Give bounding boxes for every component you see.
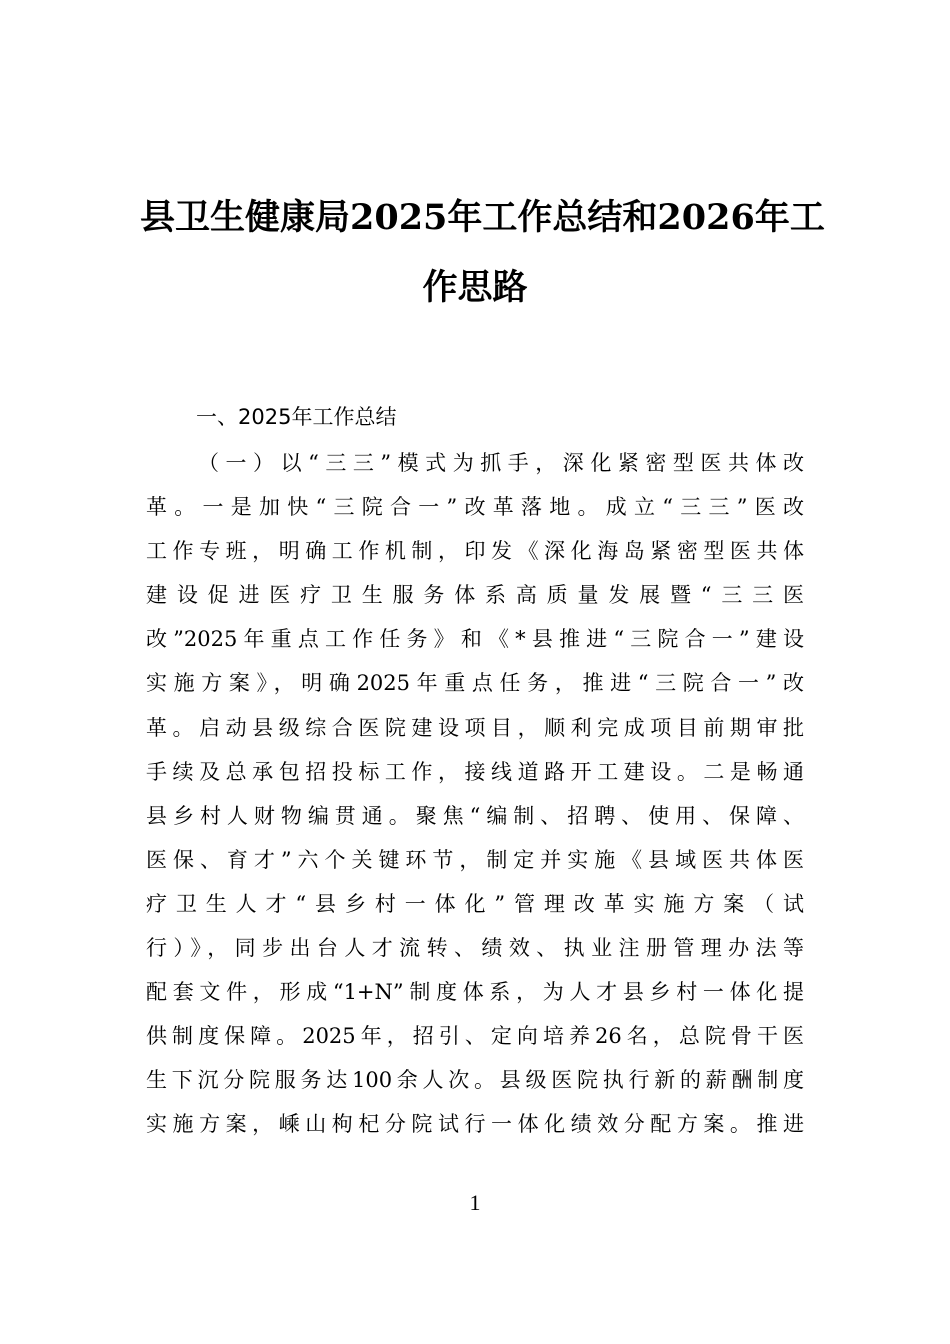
page-number: 1 bbox=[469, 1190, 481, 1215]
paragraph-line: 革。一是加快“三院合一”改革落地。成立“三三”医改 bbox=[146, 495, 804, 519]
paragraph-line: （一）以“三三”模式为抓手，深化紧密型医共体改 bbox=[198, 451, 804, 475]
paragraph-line: 配套文件，形成“1+N”制度体系，为人才县乡村一体化提 bbox=[146, 980, 804, 1004]
section-heading: 一、2025年工作总结 bbox=[196, 405, 397, 429]
document-title-line-1: 县卫生健康局2025年工作总结和2026年工 bbox=[140, 197, 825, 238]
paragraph-line: 革。启动县级综合医院建设项目，顺利完成项目前期审批 bbox=[146, 716, 804, 740]
paragraph-line: 改”2025年重点工作任务》和《*县推进“三院合一”建设 bbox=[146, 627, 804, 651]
paragraph-line: 行）》，同步出台人才流转、绩效、执业注册管理办法等 bbox=[146, 936, 804, 960]
paragraph-line: 供制度保障。2025年，招引、定向培养26名，总院骨干医 bbox=[146, 1024, 804, 1048]
paragraph-line: 县乡村人财物编贯通。聚焦“编制、招聘、使用、保障、 bbox=[146, 804, 804, 828]
paragraph-line: 手续及总承包招投标工作，接线道路开工建设。二是畅通 bbox=[146, 760, 804, 784]
paragraph-line: 实施方案，嵊山枸杞分院试行一体化绩效分配方案。推进 bbox=[146, 1112, 804, 1136]
document-title-line-2: 作思路 bbox=[422, 267, 528, 308]
paragraph-line: 工作专班，明确工作机制，印发《深化海岛紧密型医共体 bbox=[146, 539, 804, 563]
paragraph-line: 医保、育才”六个关键环节，制定并实施《县域医共体医 bbox=[146, 848, 804, 872]
paragraph-line: 疗卫生人才“县乡村一体化”管理改革实施方案（试 bbox=[146, 892, 804, 916]
paragraph-line: 建设促进医疗卫生服务体系高质量发展暨“三三医 bbox=[146, 583, 804, 607]
paragraph-line: 实施方案》，明确2025年重点任务，推进“三院合一”改 bbox=[146, 671, 804, 695]
paragraph-line: 生下沉分院服务达100余人次。县级医院执行新的薪酬制度 bbox=[146, 1068, 804, 1092]
